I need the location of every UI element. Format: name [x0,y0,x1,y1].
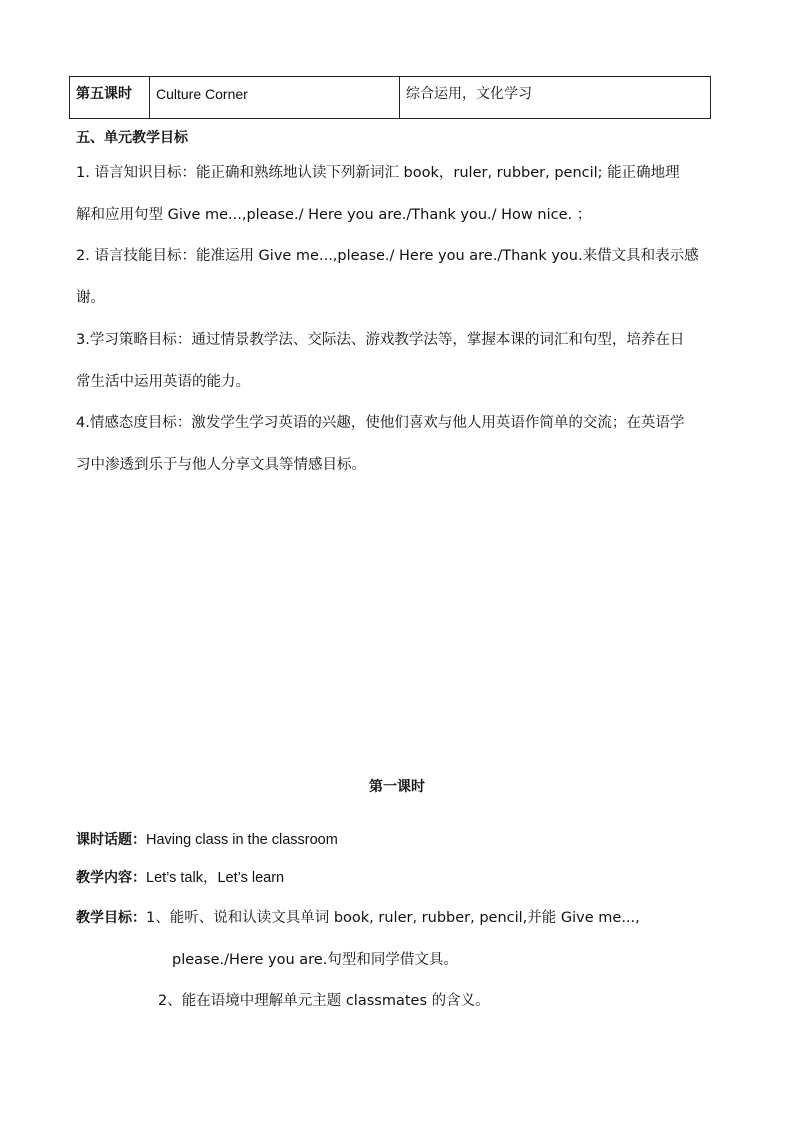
topic-label: 课时话题： [76,832,146,848]
table-cell-lesson-focus: 综合运用，文化学习 [400,77,711,119]
goal-line-5: 3.学习策略目标：通过情景教学法、交际法、游戏教学法等，掌握本课的词汇和句型，培养在日 [76,332,685,348]
goal-line-3: 2. 语言技能目标：能准运用 Give me...,please./ Here you are./Thank you.来借文具和表示感 [76,248,699,264]
goals-label: 教学目标： [76,910,146,926]
lesson-table [69,76,711,119]
table-cell-lesson-number: 第五课时 [70,77,150,119]
goals-row [76,907,640,928]
topic-value: Having class in the classroom [146,832,338,848]
table-cell-lesson-title: Culture Corner [150,77,400,119]
goal-line-1: 1. 语言知识目标：能正确和熟练地认读下列新词汇 book，ruler, rubber, pencil; 能正确地理 [76,165,680,181]
section-heading: 五、单元教学目标 [76,130,188,146]
goal1-line1: 1、能听、说和认读文具单词 book, ruler, rubber, pencil,并能 Give me..., [146,910,640,926]
table-row [70,77,711,119]
goal-line-6: 常生活中运用英语的能力。 [76,374,250,390]
lesson-title: 第一课时 [369,779,425,795]
topic-row [76,829,338,849]
goal1-line2: please./Here you are.句型和同学借文具。 [172,952,458,968]
content-row [76,866,284,887]
content-value: Let’s talk，Let’s learn [146,870,285,886]
goal-line-4: 谢。 [76,290,105,306]
content-label: 教学内容： [76,870,146,886]
goal-line-7: 4.情感态度目标：激发学生学习英语的兴趣，使他们喜欢与他人用英语作简单的交流；在英语学 [76,415,685,431]
goal2: 2、能在语境中理解单元主题 classmates 的含义。 [158,993,490,1009]
goal-line-2: 解和应用句型 Give me...,please./ Here you are./Thank you./ How nice. ； [76,207,592,223]
goal-line-8: 习中渗透到乐于与他人分享文具等情感目标。 [76,457,366,473]
